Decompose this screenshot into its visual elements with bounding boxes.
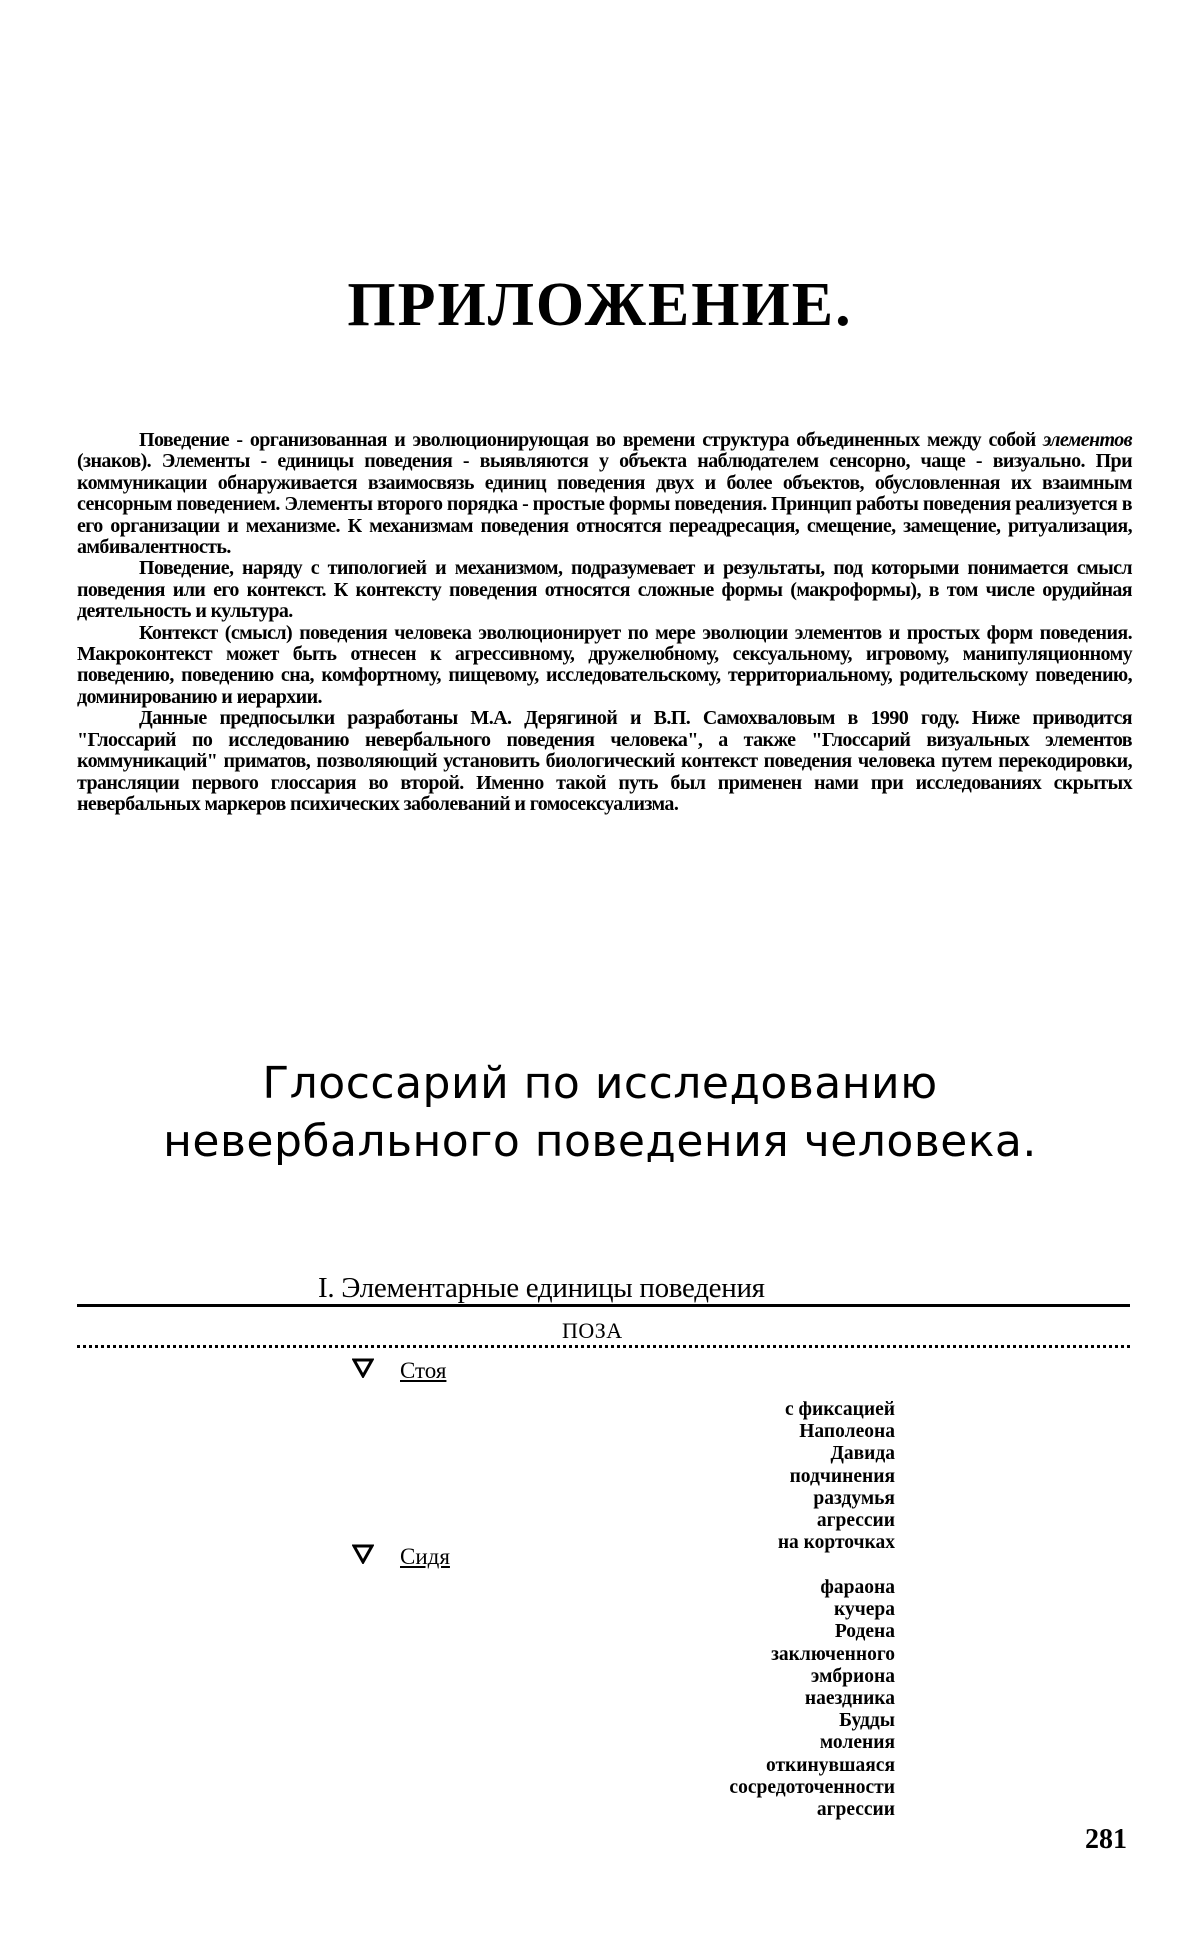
solid-divider [77, 1304, 1130, 1307]
list-item: кучера [834, 1599, 895, 1621]
category-standing-items [778, 1399, 895, 1554]
list-item: Будды [839, 1710, 895, 1732]
intro-paragraph-2: Поведение, наряду с типологией и механизмом, подразумевает и результаты, под которыми понимается смысл поведения или его контекст. К контексту поведения относятся сложные формы (макроформы), в том числе орудийная деятельность и культура. [77, 557, 1132, 623]
list-item: наездника [804, 1688, 895, 1710]
intro-paragraph-3: Контекст (смысл) поведения человека эволюционирует по мере эволюции элементов и простых форм поведения. Макроконтекст может быть отнесен к агрессивному, дружелюбному, сексуальному, игровому, манипуляционному поведению, поведению сна, комфортному, пищевому, исследовательскому, территориальному, родительскому поведению, доминированию и иерархии. [77, 621, 1132, 708]
list-item: с фиксацией [784, 1399, 895, 1420]
list-item: Родена [834, 1621, 895, 1643]
category-sitting [352, 1544, 450, 1570]
glossary-title [0, 1055, 1200, 1171]
list-item: эмбриона [810, 1665, 895, 1687]
intro-paragraph-1-start: Поведение - организованная и эволюционирующая во времени структура объединенных между собой [139, 429, 1044, 451]
section-heading: I. Элементарные единицы поведения [318, 1272, 765, 1304]
down-triangle-icon [352, 1544, 374, 1564]
list-item: Наполеона [799, 1421, 895, 1443]
list-item: агрессии [816, 1799, 895, 1821]
intro-paragraph-1-end: (знаков). Элементы - единицы поведения - выявляются у объекта наблюдателем сенсорно, чаще - визуально. При коммуникации обнаруживается взаимосвязь единиц поведения двух и более объектов, обусловленная их взаимным сенсорным поведением. Элементы второго порядка - простые формы поведения. Принцип работы поведения реализуется в его организации и механизме. К механизмам поведения относятся переадресация, смещение, замещение, ритуализация, амбивалентность. [77, 450, 1132, 559]
list-item: на корточках [777, 1532, 895, 1554]
dotted-divider [77, 1345, 1130, 1348]
list-item: подчинения [789, 1465, 895, 1487]
intro-emphasis-elements: элементов [1043, 429, 1132, 451]
intro-paragraph-1 [77, 430, 1132, 558]
intro-text [77, 430, 1132, 815]
glossary-title-line-1: Глоссарий по исследованию [262, 1058, 938, 1109]
list-item: фараона [820, 1577, 895, 1598]
category-label: Сидя [400, 1544, 450, 1569]
category-standing [352, 1358, 446, 1384]
list-item: моления [819, 1732, 895, 1754]
list-item: агрессии [816, 1510, 895, 1532]
page-title: ПРИЛОЖЕНИЕ. [347, 271, 853, 339]
intro-paragraph-4: Данные предпосылки разработаны М.А. Дерягиной и В.П. Самохваловым в 1990 году. Ниже приводится "Глоссарий по исследованию невербального поведения человека", а также "Глоссарий визуальных элементов коммуникаций" приматов, позволяющий установить биологический контекст поведения человека путем перекодировки, трансляции первого глоссария во второй. Именно такой путь был применен нами при исследованиях скрытых невербальных маркеров психических заболеваний и гомосексуализма. [77, 707, 1132, 815]
page-number: 281 [1085, 1824, 1127, 1855]
list-item: заключенного [771, 1643, 895, 1665]
down-triangle-icon [352, 1358, 374, 1378]
category-label: Стоя [400, 1358, 447, 1383]
list-item: раздумья [813, 1487, 895, 1509]
subsection-heading: ПОЗА [562, 1318, 623, 1343]
list-item: сосредоточенности [729, 1776, 895, 1798]
list-item: Давида [830, 1443, 895, 1465]
category-sitting-items [729, 1577, 895, 1821]
glossary-title-line-2: невербального поведения человека. [163, 1116, 1037, 1167]
list-item: откинувшаяся [765, 1754, 895, 1776]
